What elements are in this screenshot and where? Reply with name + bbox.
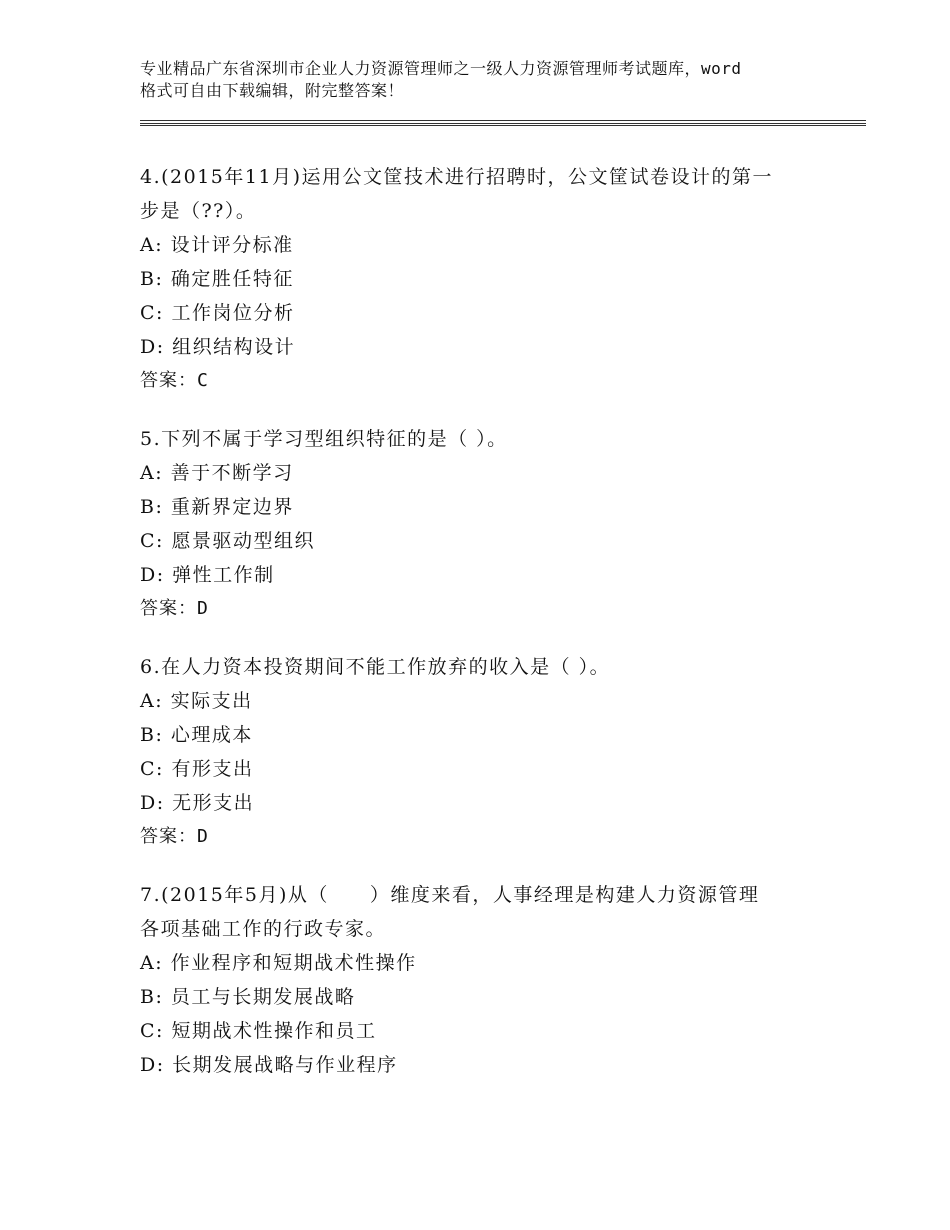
question-stem-line: 5.下列不属于学习型组织特征的是（ ）。 <box>140 428 508 450</box>
option-a: A: 实际支出 <box>140 690 253 712</box>
question-stem-line: 4.(2015年11月)运用公文筐技术进行招聘时，公文筐试卷设计的第一 <box>140 166 773 188</box>
header-rule-top <box>140 120 866 121</box>
answer: 答案：D <box>140 598 209 619</box>
question-list <box>140 160 830 1106</box>
question-4 <box>140 160 830 398</box>
option-a: A: 作业程序和短期战术性操作 <box>140 952 417 974</box>
question-6 <box>140 650 830 854</box>
header-line-1: 专业精品广东省深圳市企业人力资源管理师之一级人力资源管理师考试题库，word <box>140 59 742 78</box>
option-a: A: 设计评分标准 <box>140 234 294 256</box>
option-d: D: 组织结构设计 <box>140 336 296 358</box>
option-c: C: 短期战术性操作和员工 <box>140 1020 377 1042</box>
question-stem <box>140 422 830 456</box>
question-stem-line: 6.在人力资本投资期间不能工作放弃的收入是（ ）。 <box>140 656 611 678</box>
option-b: B: 心理成本 <box>140 724 253 746</box>
option-c: C: 工作岗位分析 <box>140 302 295 324</box>
option-b: B: 重新界定边界 <box>140 496 294 518</box>
option-c: C: 有形支出 <box>140 758 254 780</box>
question-stem-line: 各项基础工作的行政专家。 <box>140 918 387 940</box>
question-stem-line: 7.(2015年5月)从（ ）维度来看，人事经理是构建人力资源管理 <box>140 884 760 906</box>
option-a: A: 善于不断学习 <box>140 462 294 484</box>
question-stem-line: 步是（??）。 <box>140 200 257 222</box>
document-header <box>140 58 830 102</box>
question-stem <box>140 878 830 946</box>
option-b: B: 员工与长期发展战略 <box>140 986 356 1008</box>
option-d: D: 弹性工作制 <box>140 564 275 586</box>
option-c: C: 愿景驱动型组织 <box>140 530 315 552</box>
question-7 <box>140 878 830 1082</box>
header-line-2: 格式可自由下载编辑，附完整答案！ <box>140 81 405 100</box>
question-stem <box>140 650 830 684</box>
answer: 答案：C <box>140 370 209 391</box>
header-rule-bottom <box>140 125 866 126</box>
question-5 <box>140 422 830 626</box>
answer: 答案：D <box>140 826 209 847</box>
option-d: D: 长期发展战略与作业程序 <box>140 1054 398 1076</box>
question-stem <box>140 160 830 228</box>
option-b: B: 确定胜任特征 <box>140 268 294 290</box>
option-d: D: 无形支出 <box>140 792 255 814</box>
header-rule-middle <box>140 123 866 124</box>
